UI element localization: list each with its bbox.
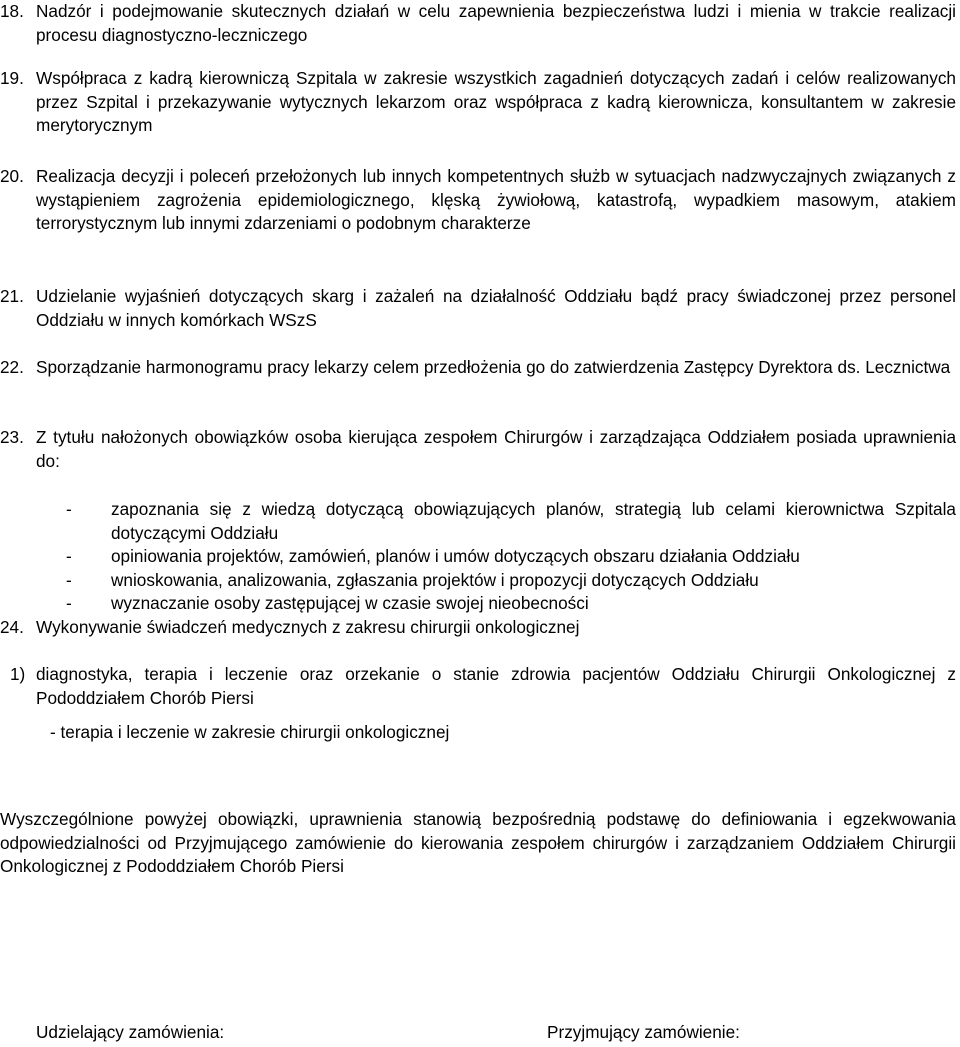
- dash-marker: -: [66, 593, 72, 613]
- item-number: 1): [10, 664, 26, 684]
- item-text: Z tytułu nałożonych obowiązków osoba kierująca zespołem Chirurgów i zarządzająca Oddziałem posiada uprawnienia do:: [36, 427, 956, 471]
- item-text: Wykonywanie świadczeń medycznych z zakresu chirurgii onkologicznej: [36, 617, 580, 637]
- item-number: 23.: [0, 427, 24, 447]
- list-item-23: [0, 426, 956, 473]
- list-item-24: [0, 616, 956, 640]
- permissions-list: [66, 498, 956, 616]
- dash-marker: -: [66, 546, 72, 566]
- dash-marker: -: [66, 569, 72, 590]
- item-number: 19.: [0, 68, 24, 88]
- signature-label-contractor: Przyjmujący zamówienie:: [547, 1022, 740, 1042]
- therapy-line: - terapia i leczenie w zakresie chirurgii onkologicznej: [50, 722, 450, 742]
- summary-paragraph: Wyszczególnione powyżej obowiązki, uprawnienia stanowią bezpośrednią podstawę do definiowania i egzekwowania odpowiedzialności od Przyjmującego zamówienie do kierowania zespołem chirurgów i zarządzaniem Oddziałem Chirurgii Onkologicznej z Pododdziałem Chorób Piersi: [0, 809, 956, 876]
- item-number: 24.: [0, 617, 24, 637]
- item-number: 21.: [0, 286, 24, 306]
- item-number: 18.: [0, 1, 24, 21]
- permission-text: wyznaczanie osoby zastępującej w czasie swojej nieobecności: [111, 593, 589, 613]
- list-item-21: [0, 285, 956, 332]
- item-text: Współpraca z kadrą kierowniczą Szpitala w zakresie wszystkich zagadnień dotyczących zadań i celów realizowanych przez Szpital i przekazywanie wytycznych lekarzom oraz współpraca z kadrą kierownicza, konsultantem w zakresie merytorycznym: [36, 68, 956, 135]
- permission-text: wnioskowania, analizowania, zgłaszania projektów i propozycji dotyczących Oddziału: [111, 569, 759, 590]
- permission-text: opiniowania projektów, zamówień, planów i umów dotyczących obszaru działania Oddziału: [111, 546, 800, 566]
- list-item-22: [0, 356, 956, 380]
- permission-text: zapoznania się z wiedzą dotyczącą obowiązujących planów, strategią lub celami kierownictwa Szpitala dotyczącymi Oddziału: [111, 499, 956, 543]
- permission-item: [66, 545, 956, 569]
- list-item-18: [0, 0, 956, 47]
- item-text: diagnostyka, terapia i leczenie oraz orzekanie o stanie zdrowia pacjentów Oddziału Chirurgii Onkologicznej z Pododdziałem Chorób Piersi: [36, 664, 956, 708]
- item-text: Realizacja decyzji i poleceń przełożonych lub innych kompetentnych służb w sytuacjach nadzwyczajnych związanych z wystąpieniem zagrożenia epidemiologicznego, klęską żywiołową, katastrofą, wypadkiem masowym, atakiem terrorystycznym lub innymi zdarzeniami o podobnym charakterze: [36, 166, 956, 233]
- diagnostics-item: [10, 663, 956, 710]
- list-item-19: [0, 67, 956, 138]
- permission-item: [66, 592, 956, 616]
- dash-marker: -: [66, 499, 72, 519]
- list-item-20: [0, 165, 956, 236]
- permission-item: [66, 569, 956, 593]
- item-text: Udzielanie wyjaśnień dotyczących skarg i zażaleń na działalność Oddziału bądź pracy świadczonej przez personel Oddziału w innych komórkach WSzS: [36, 286, 956, 330]
- permission-item: [66, 498, 956, 545]
- item-text: Sporządzanie harmonogramu pracy lekarzy celem przedłożenia go do zatwierdzenia Zastępcy Dyrektora ds. Lecznictwa: [36, 357, 951, 377]
- signature-label-ordering-party: Udzielający zamówienia:: [36, 1022, 225, 1042]
- item-number: 20.: [0, 166, 24, 186]
- item-text: Nadzór i podejmowanie skutecznych działań w celu zapewnienia bezpieczeństwa ludzi i mienia w trakcie realizacji procesu diagnostyczno-leczniczego: [36, 1, 956, 45]
- item-number: 22.: [0, 357, 24, 377]
